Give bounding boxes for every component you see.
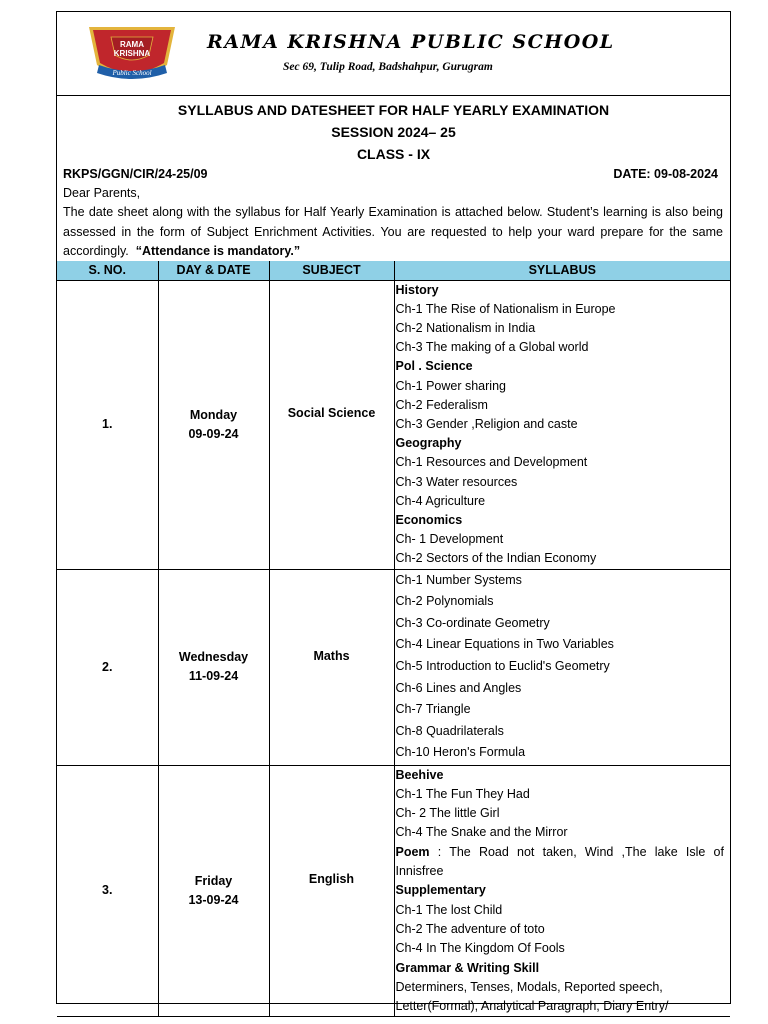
cell-syllabus (394, 765, 730, 1017)
header-sno: S. NO. (57, 261, 158, 280)
svg-text:KRISHNA: KRISHNA (113, 49, 151, 58)
header-syllabus: SYLLABUS (394, 261, 730, 280)
table-row (57, 569, 730, 765)
syllabus-item: Ch-1 The Fun They Had (395, 786, 530, 801)
subject-name: Social Science (287, 406, 376, 421)
syllabus-item: Ch- 1 Development (395, 532, 504, 547)
syllabus-section-heading: Pol . Science (395, 359, 473, 374)
header-day-date: DAY & DATE (158, 261, 269, 280)
cell-subject (269, 280, 394, 569)
syllabus-item: Determiners, Tenses, Modals, Reported speech, (395, 979, 663, 994)
cell-subject (269, 569, 394, 765)
document-headings (57, 96, 730, 165)
greeting: Dear Parents, (63, 186, 141, 200)
syllabus-item: Letter(Formal), Analytical Paragraph, Diary Entry/ (395, 999, 669, 1014)
syllabus-item: Ch-2 Polynomials (395, 594, 494, 609)
table-header-row (57, 261, 730, 280)
syllabus-section-heading: Beehive (395, 767, 444, 782)
exam-date: 09-09-24 (188, 426, 239, 441)
intro-text: The date sheet along with the syllabus for Half Yearly Examination is attached below. Student’s learning is also being assessed in the form of Subject Enrichment Activities. You are requested to help your ward prepare for the same accordingly. (63, 205, 723, 258)
circular-number: RKPS/GGN/CIR/24-25/09 (63, 167, 208, 181)
datesheet-table (57, 261, 730, 1017)
syllabus-section-heading: Grammar & Writing Skill (395, 960, 540, 975)
svg-text:Public School: Public School (112, 69, 152, 77)
syllabus-item: Ch-4 Agriculture (395, 493, 486, 508)
document-title: SYLLABUS AND DATESHEET FOR HALF YEARLY EXAMINATION (177, 102, 610, 118)
cell-syllabus (394, 280, 730, 569)
document-page (56, 11, 731, 1014)
subject-name: English (308, 872, 355, 887)
exam-day: Friday (194, 873, 233, 888)
syllabus-item-label: Poem (395, 844, 430, 859)
letterhead (57, 12, 730, 96)
syllabus-item: Ch-3 The making of a Global world (395, 340, 589, 355)
syllabus-item: Ch-10 Heron's Formula (395, 745, 526, 760)
school-address: Sec 69, Tulip Road, Badshahpur, Gurugram (283, 61, 493, 73)
circular-date: DATE: 09-08-2024 (613, 167, 718, 181)
syllabus-item: Ch-1 Number Systems (395, 572, 522, 587)
syllabus-item: Ch-1 The lost Child (395, 902, 503, 917)
syllabus-item: Ch-1 The Rise of Nationalism in Europe (395, 301, 616, 316)
class-label: CLASS - IX (356, 146, 431, 162)
exam-day: Wednesday (178, 650, 249, 665)
intro-emphasis: “Attendance is mandatory.” (135, 244, 301, 258)
syllabus-item: Ch-5 Introduction to Euclid's Geometry (395, 658, 610, 673)
table-row (57, 765, 730, 1017)
syllabus-section-heading: History (395, 282, 439, 297)
cell-subject (269, 765, 394, 1017)
exam-date: 13-09-24 (188, 892, 239, 907)
syllabus-item: Ch-4 In The Kingdom Of Fools (395, 941, 565, 956)
syllabus-item: Ch-2 Nationalism in India (395, 320, 536, 335)
cell-day-date (158, 569, 269, 765)
syllabus-item: Ch-2 Sectors of the Indian Economy (395, 551, 597, 566)
exam-day: Monday (189, 407, 238, 422)
syllabus-item: Ch-2 The adventure of toto (395, 921, 545, 936)
syllabus-item: Ch-4 Linear Equations in Two Variables (395, 637, 614, 652)
intro-paragraph (57, 203, 730, 261)
cell-sno: 1. (57, 280, 158, 569)
syllabus-item (396, 843, 725, 882)
syllabus-section-heading: Geography (395, 436, 462, 451)
syllabus-item: Ch-1 Resources and Development (395, 455, 588, 470)
syllabus-item: Ch-3 Water resources (395, 474, 518, 489)
syllabus-item: Ch-6 Lines and Angles (395, 680, 522, 695)
syllabus-item-text: : The Road not taken, Wind ,The lake Isle of Innisfree (395, 844, 724, 879)
cell-sno: 3. (57, 765, 158, 1017)
school-logo (83, 21, 181, 87)
syllabus-section-heading: Economics (395, 512, 463, 527)
syllabus-item: Ch-8 Quadrilaterals (395, 723, 504, 738)
syllabus-item: Ch-4 The Snake and the Mirror (395, 825, 568, 840)
cell-sno: 2. (57, 569, 158, 765)
syllabus-section-heading: Supplementary (395, 883, 486, 898)
syllabus-item: Ch-3 Gender ,Religion and caste (395, 416, 578, 431)
header-subject: SUBJECT (269, 261, 394, 280)
syllabus-item: Ch- 2 The little Girl (395, 806, 500, 821)
svg-text:RAMA: RAMA (120, 40, 144, 49)
school-name: RAMA KRISHNA PUBLIC SCHOOL (207, 31, 615, 53)
reference-line (57, 165, 730, 184)
syllabus-item: Ch-1 Power sharing (395, 378, 506, 393)
exam-date: 11-09-24 (188, 669, 239, 684)
cell-day-date (158, 280, 269, 569)
syllabus-item: Ch-3 Co-ordinate Geometry (395, 615, 550, 630)
table-row (57, 280, 730, 569)
syllabus-item: Ch-2 Federalism (395, 397, 488, 412)
subject-name: Maths (313, 648, 350, 663)
session-label: SESSION 2024– 25 (331, 124, 456, 140)
syllabus-item: Ch-7 Triangle (395, 702, 471, 717)
cell-syllabus (394, 569, 730, 765)
cell-day-date (158, 765, 269, 1017)
